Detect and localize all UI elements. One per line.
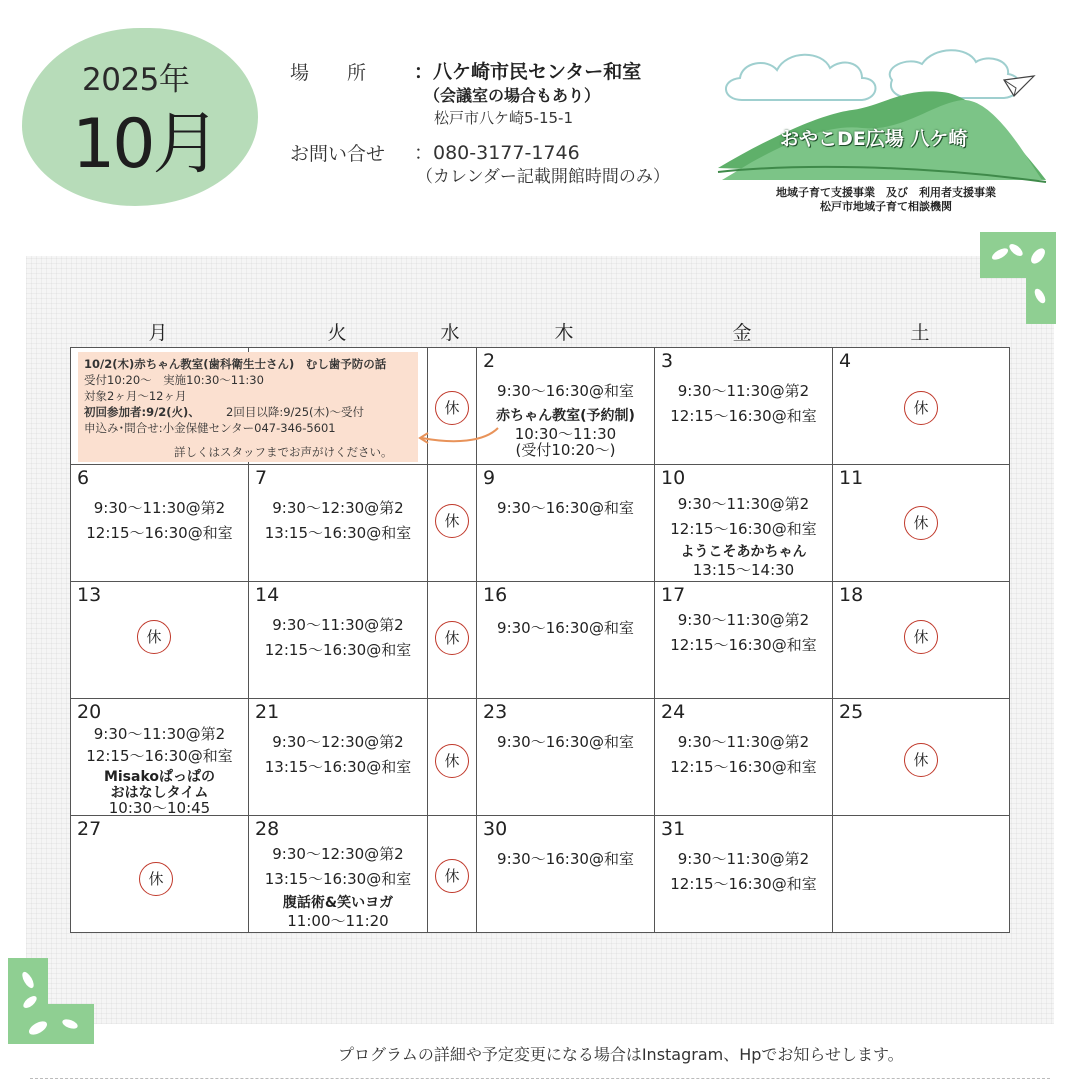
- event-title: ようこそあかちゃん: [680, 544, 807, 560]
- schedule-line: 9:30～16:30@和室: [497, 619, 634, 637]
- calendar-cell: [832, 347, 1010, 465]
- schedule-line: 9:30～11:30@第2: [677, 611, 810, 629]
- calendar-cell: [832, 698, 1010, 816]
- calendar-cell: [654, 347, 833, 465]
- weekday-wed: 水: [440, 322, 460, 344]
- closed-mark: 休: [904, 391, 938, 425]
- event-title: 赤ちゃん教室(予約制): [496, 408, 635, 424]
- calendar-cell: [654, 815, 833, 933]
- schedule-line: 9:30～12:30@第2: [272, 845, 404, 863]
- event-note: (受付10:20～): [515, 441, 616, 459]
- event-title: おはなしタイム: [110, 785, 209, 801]
- event-time: 13:15～14:30: [692, 561, 795, 579]
- schedule-line: 9:30～16:30@和室: [497, 733, 634, 751]
- closed-mark: 休: [435, 621, 469, 655]
- day-number: 30: [483, 818, 508, 840]
- calendar-cell: [832, 464, 1010, 582]
- calendar-cell: [476, 464, 655, 582]
- schedule-line: 9:30～16:30@和室: [497, 850, 634, 868]
- event-time: 10:30～10:45: [108, 799, 211, 817]
- schedule-line: 12:15～16:30@和室: [670, 875, 817, 893]
- schedule-line: 9:30～12:30@第2: [272, 733, 404, 751]
- day-number: 10: [661, 467, 686, 489]
- schedule-line: 13:15～16:30@和室: [264, 758, 412, 776]
- calendar-cell: [476, 815, 655, 933]
- calendar-cell: [248, 581, 428, 699]
- schedule-line: 12:15～16:30@和室: [264, 641, 412, 659]
- event-time: 10:30～11:30: [514, 425, 617, 443]
- logo-subtitle-2: 松戸市地域子育て相談機関: [820, 200, 952, 213]
- leaf-decoration-icon: [980, 232, 1056, 324]
- calendar-cell: [248, 698, 428, 816]
- day-number: 20: [77, 701, 102, 723]
- event-time: 11:00～11:20: [287, 912, 389, 930]
- day-number: 4: [839, 350, 852, 372]
- schedule-line: 9:30～16:30@和室: [497, 382, 634, 400]
- day-number: 17: [661, 584, 686, 606]
- calendar-cell: [476, 698, 655, 816]
- calendar-cell: [70, 464, 249, 582]
- calendar-cell: [654, 698, 833, 816]
- day-number: 24: [661, 701, 686, 723]
- calendar-cell: [832, 581, 1010, 699]
- schedule-line: 9:30～11:30@第2: [677, 495, 810, 513]
- place-note: （会議室の場合もあり）: [424, 86, 601, 105]
- place-label: 場 所: [290, 62, 367, 84]
- day-number: 28: [255, 818, 280, 840]
- day-number: 13: [77, 584, 102, 606]
- schedule-line: 9:30～11:30@第2: [93, 499, 226, 517]
- schedule-line: 12:15～16:30@和室: [670, 636, 817, 654]
- day-number: 27: [77, 818, 102, 840]
- footer-note: プログラムの詳細や予定変更になる場合はInstagram、Hpでお知らせします。: [338, 1045, 904, 1064]
- day-number: 2: [483, 350, 496, 372]
- schedule-line: 9:30～11:30@第2: [677, 850, 810, 868]
- schedule-line: 13:15～16:30@和室: [264, 524, 412, 542]
- calendar-cell-wed: [427, 464, 477, 582]
- day-number: 25: [839, 701, 864, 723]
- calendar-cell-wed: [427, 581, 477, 699]
- closed-mark: 休: [904, 743, 938, 777]
- calendar-cell: [248, 464, 428, 582]
- calendar-cell: [654, 581, 833, 699]
- closed-mark: 休: [904, 506, 938, 540]
- weekday-tue: 火: [327, 322, 347, 344]
- schedule-line: 12:15～16:30@和室: [670, 407, 817, 425]
- closed-mark: 休: [435, 391, 469, 425]
- notice-line: 対象2ヶ月～12ヶ月: [84, 389, 187, 403]
- logo-subtitle-1: 地域子育て支援事業 及び 利用者支援事業: [776, 186, 996, 199]
- schedule-line: 9:30～11:30@第2: [272, 616, 404, 634]
- notice-line: 初回参加者:9/2(火)、: [84, 405, 200, 419]
- schedule-line: 9:30～11:30@第2: [93, 725, 226, 743]
- closed-mark: 休: [435, 859, 469, 893]
- calendar-cell: [70, 698, 249, 816]
- weekday-sat: 土: [910, 322, 930, 344]
- logo-title: おやこDE広場 八ケ崎: [780, 128, 968, 150]
- closed-mark: 休: [435, 504, 469, 538]
- month-label: 10月: [72, 105, 218, 184]
- calendar-cell: [832, 815, 1010, 933]
- calendar-cell: [70, 581, 249, 699]
- day-number: 9: [483, 467, 496, 489]
- weekday-thu: 木: [554, 322, 574, 344]
- address: 松戸市八ケ崎5-15-1: [434, 109, 573, 127]
- place-value: ：八ケ崎市民センター和室: [414, 61, 642, 83]
- notice-box: [78, 352, 418, 462]
- schedule-line: 9:30～12:30@第2: [272, 499, 404, 517]
- weekday-mon: 月: [148, 322, 168, 344]
- notice-line: 2回目以降:9/25(木)～受付: [226, 405, 364, 419]
- day-number: 21: [255, 701, 280, 723]
- notice-line: 詳しくはスタッフまでお声がけください。: [174, 445, 393, 459]
- closed-mark: 休: [137, 620, 171, 654]
- closed-mark: 休: [435, 744, 469, 778]
- day-number: 14: [255, 584, 280, 606]
- schedule-line: 12:15～16:30@和室: [86, 524, 233, 542]
- weekday-fri: 金: [732, 322, 752, 344]
- schedule-line: 12:15～16:30@和室: [670, 520, 817, 538]
- day-number: 6: [77, 467, 90, 489]
- day-number: 7: [255, 467, 268, 489]
- arrow-icon: [414, 424, 504, 448]
- leaf-decoration-icon: [8, 958, 94, 1044]
- calendar-cell: [70, 815, 249, 933]
- schedule-line: 9:30～11:30@第2: [677, 382, 810, 400]
- day-number: 23: [483, 701, 508, 723]
- event-title: Misakoぱっぱの: [103, 769, 216, 785]
- contact-phone: ：080-3177-1746: [414, 142, 580, 164]
- notice-title: 10/2(木)赤ちゃん教室(歯科衛生士さん) むし歯予防の話: [84, 357, 387, 371]
- footer-divider: [30, 1078, 1050, 1079]
- schedule-line: 9:30～16:30@和室: [497, 499, 634, 517]
- calendar-cell-wed: [427, 698, 477, 816]
- day-number: 18: [839, 584, 864, 606]
- contact-label: お問い合せ: [290, 143, 386, 165]
- calendar-cell: [248, 815, 428, 933]
- notice-line: 受付10:20～ 実施10:30～11:30: [84, 373, 264, 387]
- closed-mark: 休: [904, 620, 938, 654]
- contact-note: （カレンダー記載開館時間のみ）: [416, 167, 670, 187]
- calendar-cell: [476, 581, 655, 699]
- schedule-line: 9:30～11:30@第2: [677, 733, 810, 751]
- schedule-line: 13:15～16:30@和室: [264, 870, 412, 888]
- day-number: 16: [483, 584, 508, 606]
- calendar-cell: [654, 464, 833, 582]
- day-number: 11: [839, 467, 864, 489]
- logo-mountains-icon: [712, 40, 1052, 190]
- calendar-cell-wed: [427, 815, 477, 933]
- day-number: 3: [661, 350, 674, 372]
- year-label: 2025年: [82, 62, 190, 98]
- schedule-line: 12:15～16:30@和室: [670, 758, 817, 776]
- schedule-line: 12:15～16:30@和室: [86, 747, 233, 765]
- day-number: 31: [661, 818, 686, 840]
- notice-line: 申込み･問合せ:小金保健センター047-346-5601: [84, 421, 336, 435]
- event-title: 腹話術&笑いヨガ: [282, 895, 394, 911]
- closed-mark: 休: [139, 862, 173, 896]
